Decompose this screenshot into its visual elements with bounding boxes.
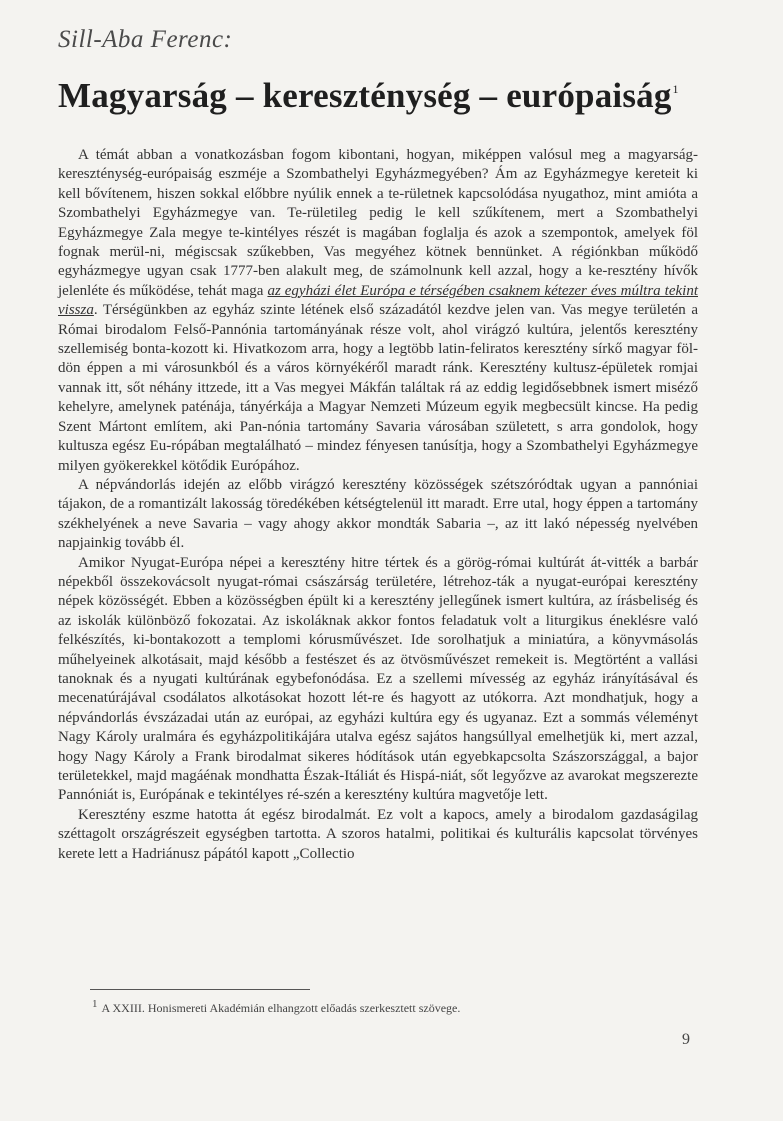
author-name: Sill-Aba Ferenc:	[58, 26, 233, 53]
title-footnote-mark[interactable]: 1	[672, 82, 679, 96]
paragraph-1-part-a: A témát abban a vonatkozásban fogom kibontani, hogyan, miképpen valósul meg a magyarság-kereszténység-európaiság eszméje a Szombathelyi Egyházmegyében? Ám az Egyházmegye kereteit ki kell bővítenem, hiszen sokkal előbbre nyúlik ennek a te-rületnek kapcsolódása nyugathoz, mint amióta a Szombathelyi Egyházmegye van. Te-rületileg pedig le kell szűkítenem, mert a Szombathelyi Egyházmegye Zala megye te-kintélyes részét is magában foglalja és azok a szempontok, amelyek föl fognak merül-ni, mégiscsak szűkebben, Vas megyéhez kötnek bennünket. A régiónkban működő egyházmegye ugyan csak 1777-ben alakult meg, de számolnunk kell azzal, hogy a ke-resztény hívők jelenléte és működése, tehát maga	[58, 147, 698, 299]
page-number: 9	[682, 1031, 690, 1048]
article-title	[58, 76, 679, 116]
paragraph-3: Amikor Nyugat-Európa népei a keresztény hitre tértek és a görög-római kultúrát át-vitték a barbár népekből összekovácsolt nyugat-római császárság területére, létrehoz-ták a nyugat-európai keresztény népek közösségét. Ebben a közösségben épült ki a keresztény jellegűnek ismert kultúra, az írásbeliség és az iskolák különböző fokozatai. Az iskoláknak akkor fontos feladatuk volt a liturgikus éneklésre való felkészítés, ki-bontakozott a templomi kórusművészet. Ide sorolhatjuk a miniatúra, a könyvmásolás műhelyeinek alkotásait, majd később a festészet és az ötvösművészet remekeit is. Megtörtént a vallási tanoknak és a nyugati kultúrának egybefonódása. Ez a szellemi mívesség az egyház irányításával és mecenatúrájával csodálatos alkotásokat hozott lét-re és hagyott az utókorra. Azt mondhatjuk, hogy a népvándorlás évszázadai után az európai, az egyházi kultúra egy és ugyanaz. Ezt a sommás véleményt Nagy Károly uralmára és egyházpolitikájára utalva egész sajátos hangsúllyal emelhetjük ki, mert azzal, hogy Nagy Károly a Frank birodalmat sikeres hódítások után egyebkapcsolta Szászországgal, a bajor területekkel, majd magáénak mondhatta Észak-Itáliát és Hispá-niát, sőt legyőzve az avarokat megszerezte Pannóniát is, Európának e tekintélyes ré-szén a keresztény kultúra magvetője lett.	[58, 554, 698, 804]
paragraph-1	[58, 146, 698, 476]
article-title-text: Magyarság – kereszténység – európaiság	[58, 76, 672, 115]
emphasized-phrase: az egyházi élet Európa e térségében csaknem kétezer éves múltra tekint vissza	[58, 282, 698, 319]
paragraph-2: A népvándorlás idején az előbb virágzó keresztény közösségek szétszóródtak ugyan a pannóniai tájakon, de a romantizált lakosság töredékében kétségtelenül itt maradt. Erre utal, hogy éppen a tartomány székhelyének a neve Savaria – vagy ahogy akkor mondták Sabaria –, az itt lakó népesség nyelvében napjainkig tovább él.	[58, 476, 698, 552]
paragraph-1-part-b: . Térségünkben az egyház szinte létének első századától kezdve jelen van. Vas megye területén a Római birodalom Felső-Pannónia tartományának része volt, ahol virágzó kultúra, jelentős keresztény szellemiség bonta-kozott ki. Hivatkozom arra, hogy a legtöbb latin-feliratos keresztény sírkő magyar föl-dön éppen a mi városunkból és a város környékéről maradt ránk. Keresztény kultusz-épületek romjai vannak itt, sőt néhány ittzede, itt a Vas megyei Mákfán találtak rá az eddig legidősebbnek ismert miséző kehelyre, amelynek paténája, tányérkája a Magyar Nemzeti Múzeum egyik megbecsült kincse. Ha pedig Szent Mártont említem, aki Pan-nónia tartomány Savaria városában született, s arra gondolok, hogy kultusza egész Eu-rópában megtalálható – mindez fényesen tanúsítja, hogy a Szombathelyi Egyházmegye milyen gyökerekkel kötődik Európához.	[58, 302, 698, 474]
footnote	[92, 998, 712, 1016]
footnote-mark: 1	[92, 998, 98, 1010]
article-body	[58, 146, 698, 864]
footnote-divider	[90, 989, 310, 990]
paragraph-4: Keresztény eszme hatotta át egész birodalmát. Ez volt a kapocs, amely a birodalom gazdaságilag széttagolt országrészeit egységben tartotta. A szoros hatalmi, politikai és kulturális kapcsolat törvényes kerete lett a Hadriánusz pápától kapott „Collectio	[58, 806, 698, 862]
footnote-text: A XXIII. Honismereti Akadémián elhangzott előadás szerkesztett szövege.	[101, 1001, 461, 1015]
